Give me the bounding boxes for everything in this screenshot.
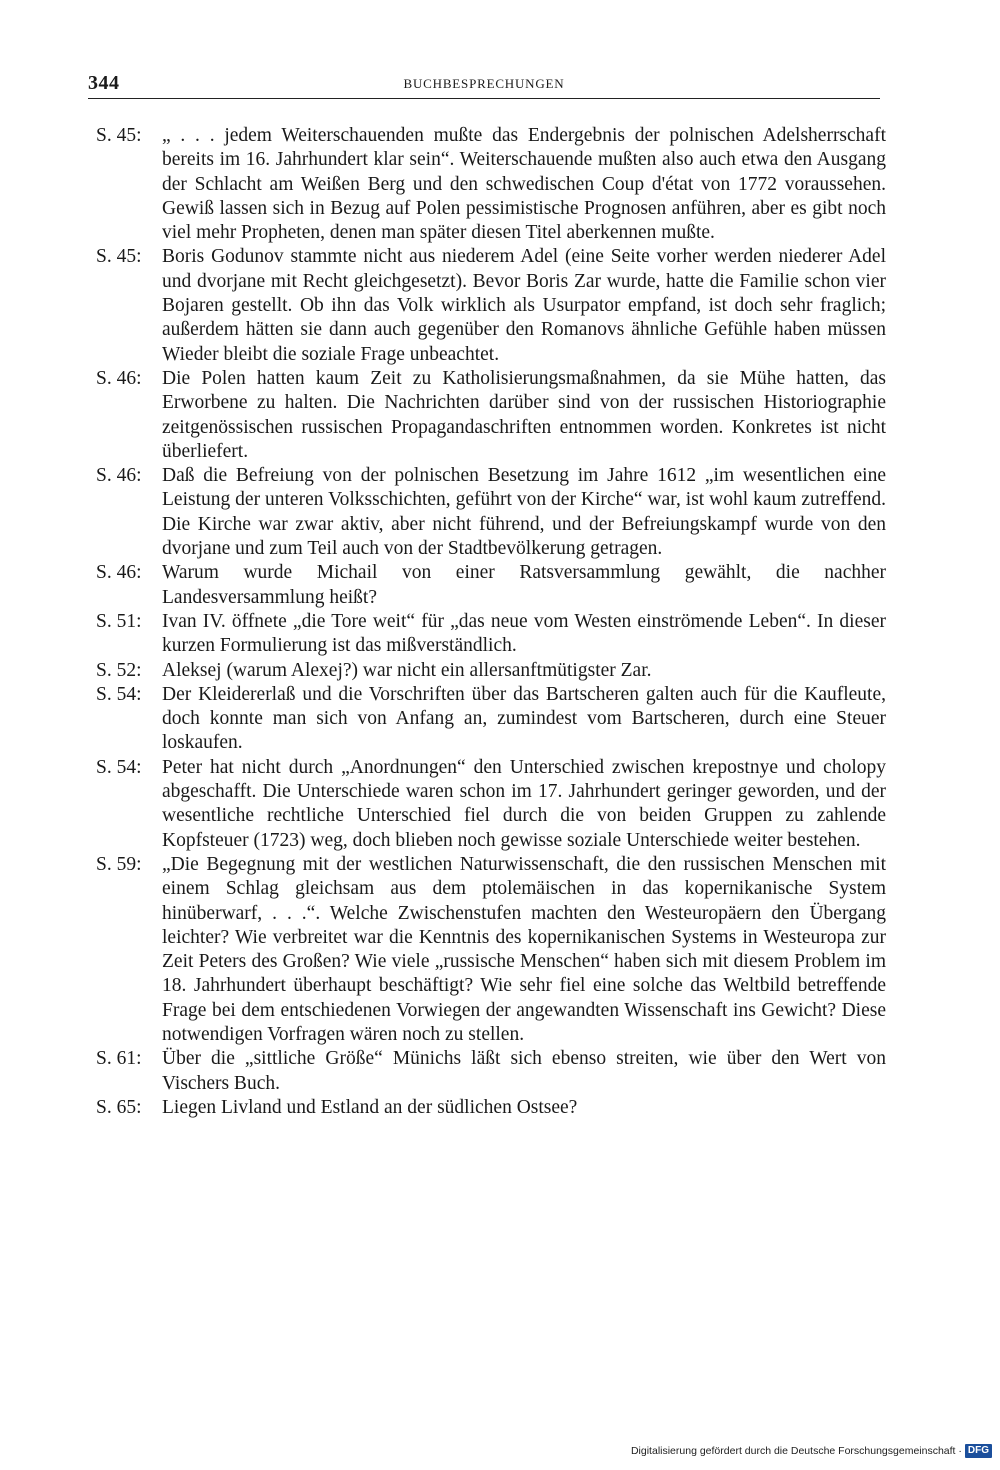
entry-text: Die Polen hatten kaum Zeit zu Katholisierungsmaßnahmen, da sie Mühe hatten, das Erworbene zu halten. Die Nachrichten darüber sind von der russischen Historiographie zeitgenössischen russischen Propagandaschriften entnommen worden. Konkretes ist nicht überliefert. (162, 367, 886, 462)
entry (96, 853, 886, 1047)
entry (96, 245, 886, 366)
footer-credit: Digitalisierung gefördert durch die Deutsche Forschungsgemeinschaft · (630, 1445, 962, 1457)
entry (96, 464, 886, 561)
entry-page-ref: S. 61: (96, 1048, 142, 1070)
page-number: 344 (88, 72, 120, 94)
dfg-logo: DFG (965, 1444, 992, 1458)
entry-page-ref: S. 51: (96, 610, 142, 632)
entry-page-ref: S. 65: (96, 1096, 142, 1118)
page-header (88, 70, 880, 99)
entry (96, 1047, 886, 1096)
entry-text: Ivan IV. öffnete „die Tore weit“ für „das neue vom Westen einströmende Leben“. In dieser kurzen Formulierung ist das mißverständlich. (162, 610, 886, 657)
entry-text: „Die Begegnung mit der westlichen Naturwissenschaft, die den russischen Menschen mit einem Schlag gleichsam aus dem ptolemäischen in das kopernikanische System hinüberwarf, . . .“. Welche Zwischenstufen machten den Westeuropäern den Übergang leichter? Wie verbreitet war die Kenntnis des kopernikanischen Systems in Westeuropa zur Zeit Peters des Großen? Wie viele „russische Menschen“ haben sich mit diesem Problem im 18. Jahrhundert überhaupt beschäftigt? Wie sehr fiel eine solche das Weltbild betreffende Frage bei dem entschiedenen Vorwiegen der angewandten Wissenschaft ins Gewicht? Diese notwendigen Vorfragen wären noch zu stellen. (162, 853, 886, 1045)
entry-text: Peter hat nicht durch „Anordnungen“ den Unterschied zwischen krepostnye und cholopy abgeschafft. Die Unterschiede waren schon im 17. Jahrhundert geringer geworden, und der wesentliche rechtliche Unterschied fiel durch die von beiden Gruppen zu zahlende Kopfsteuer (1723) weg, doch blieben noch gewisse soziale Unterschiede weiter bestehen. (162, 756, 886, 851)
entry-page-ref: S. 54: (96, 683, 142, 705)
entry-text: Über die „sittliche Größe“ Münichs läßt sich ebenso streiten, wie über den Wert von Vischers Buch. (162, 1048, 886, 1094)
entry-page-ref: S. 46: (96, 562, 142, 584)
entry (96, 561, 886, 610)
entry-text: Aleksej (warum Alexej?) war nicht ein allersanftmütigster Zar. (162, 659, 652, 681)
entry-text: Der Kleidererlaß und die Vorschriften über das Bartscheren galten auch für die Kaufleute, doch konnte man sich von Anfang an, zumindest vom Bartscheren, durch eine Steuer loskaufen. (162, 683, 886, 754)
entry (96, 1096, 886, 1120)
entry-text: Warum wurde Michail von einer Ratsversammlung gewählt, die nachher Landesversammlung heißt? (162, 562, 886, 608)
entry-text: „ . . . jedem Weiterschauenden mußte das Endergebnis der polnischen Adelsherrschaft bereits im 16. Jahrhundert klar sein“. Weiterschauende mußten also auch etwa den Ausgang der Schlacht am Weißen Berg und den schwedischen Coup d'état von 1772 voraussehen. Gewiß lassen sich in Bezug auf Polen pessimistische Prognosen anführen, aber es gibt noch viel mehr Propheten, denen man später diesen Titel aberkennen mußte. (162, 125, 886, 244)
entry-text: Daß die Befreiung von der polnischen Besetzung im Jahre 1612 „im wesentlichen eine Leistung der unteren Volksschichten, geführt von der Kirche“ war, ist wohl kaum zutreffend. Die Kirche war zwar aktiv, aber nicht führend, und der Befreiungskampf wurde von den dvorjane und zum Teil auch von der Stadtbevölkerung getragen. (162, 465, 886, 560)
running-title: BUCHBESPRECHUNGEN (403, 76, 565, 91)
entry (96, 659, 886, 683)
entry-page-ref: S. 59: (96, 853, 142, 875)
entry (96, 367, 886, 464)
digitization-footer (631, 1444, 992, 1458)
entry-page-ref: S. 46: (96, 465, 142, 487)
entry (96, 124, 886, 245)
entry-text: Boris Godunov stammte nicht aus niederem Adel (eine Seite vorher werden niederer Adel und dvorjane mit Recht gleichgesetzt). Bevor Boris Zar wurde, hatte die Familie schon vier Bojaren gestellt. Ob ihn das Volk wirklich als Usurpator empfand, ist doch sehr fraglich; außerdem hätten sie dann auch gegenüber den Romanovs ähnliche Gefühle haben müssen Wieder bleibt die soziale Frage unbeachtet. (162, 246, 886, 365)
entry (96, 683, 886, 756)
entry-page-ref: S. 46: (96, 367, 142, 389)
review-entries (96, 124, 886, 1120)
entry (96, 610, 886, 659)
entry-page-ref: S. 45: (96, 246, 142, 268)
entry-page-ref: S. 52: (96, 659, 142, 681)
entry-text: Liegen Livland und Estland an der südlichen Ostsee? (162, 1096, 578, 1118)
entry (96, 756, 886, 853)
entry-page-ref: S. 54: (96, 756, 142, 778)
entry-page-ref: S. 45: (96, 125, 142, 146)
